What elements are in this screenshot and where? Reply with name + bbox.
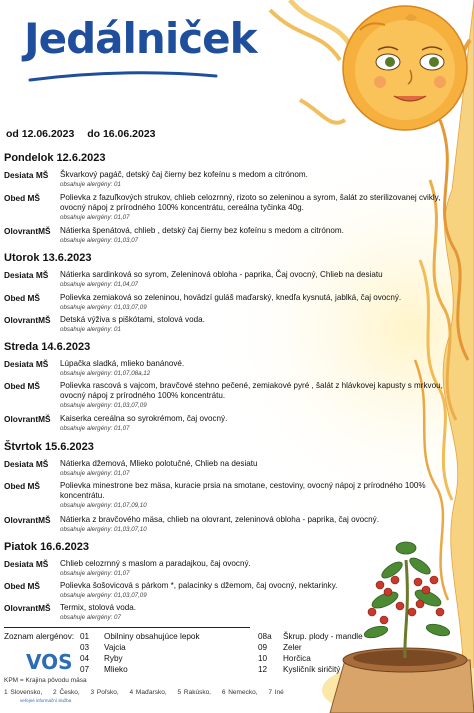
allergen-code: 01 xyxy=(80,632,90,641)
allergen-name: Obilniny obsahujúce lepok xyxy=(104,632,200,641)
meal-description: Polievka zemiaková so zeleninou, hovädzí guláš maďarský, knedľa kysnutá, jablká, čaj ovocný. xyxy=(60,293,402,302)
meal-label: Obed MŠ xyxy=(4,193,40,203)
meal-description: Nátierka džemová, Mlieko polotučné, Chlieb na desiatu xyxy=(60,459,258,468)
meal-label: OlovrantMŠ xyxy=(4,515,51,525)
kpm-country: 7 Iné xyxy=(268,689,284,696)
meal-allergens: obsahuje alergény: 01,07 xyxy=(60,214,130,221)
kpm-country: 1 Slovensko, xyxy=(4,689,43,696)
meal-description: Lúpačka sladká, mlieko banánové. xyxy=(60,359,185,368)
meal-label: Desiata MŠ xyxy=(4,559,49,569)
legend-title: Zoznam alergénov: xyxy=(4,632,75,641)
meal-allergens: obsahuje alergény: 01,03,07,10 xyxy=(60,526,147,533)
allergen-name: Škrup. plody - mandle xyxy=(283,632,363,641)
meal-label: Desiata MŠ xyxy=(4,270,49,280)
meal-description: Polievka rascová s vajcom, bravčové stehno pečené, zemiakové pyré , šalát z hlávkovej kapusty s mrkvou, ovocný nápoj z prírodného 100% koncentrátu. xyxy=(60,381,443,400)
allergen-name: Kysličník siričitý xyxy=(283,665,341,674)
meal-description: Polievka minestrone bez mäsa, kuracie prsia na smotane, cestoviny, ovocný nápoj z prírodného 100% koncentrátu. xyxy=(60,481,426,500)
allergen-name: Horčica xyxy=(283,654,311,663)
meal-label: Desiata MŠ xyxy=(4,359,49,369)
date-to: do 16.06.2023 xyxy=(87,128,156,140)
allergen-code: 04 xyxy=(80,654,90,663)
day-title: Utorok 13.6.2023 xyxy=(4,252,92,264)
meal-label: Obed MŠ xyxy=(4,381,40,391)
allergen-name: Mlieko xyxy=(104,665,128,674)
day-title: Pondelok 12.6.2023 xyxy=(4,152,106,164)
allergen-code: 10 xyxy=(258,654,268,663)
vos-logo-subtitle: veřejné informační služba xyxy=(20,698,72,703)
meal-description: Polievka z fazuľkových strukov, chlieb celozrnný, rizoto so zeleninou a syrom, šalát zo sterilizovanej cvikly, ovocný nápoj z prírodného 100% koncentrátu, cereálna tyčinka 40g. xyxy=(60,193,441,212)
meal-allergens: obsahuje alergény: 01,03,07,09 xyxy=(60,592,147,599)
kpm-country: 4 Maďarsko, xyxy=(129,689,167,696)
meal-allergens: obsahuje alergény: 01,03,07,09 xyxy=(60,304,147,311)
meal-allergens: obsahuje alergény: 01,07 xyxy=(60,470,130,477)
meal-allergens: obsahuje alergény: 01,07 xyxy=(60,570,130,577)
kpm-country: 3 Poľsko, xyxy=(90,689,119,696)
meal-allergens: obsahuje alergény: 01,03,07,09 xyxy=(60,402,147,409)
meal-allergens: obsahuje alergény: 01 xyxy=(60,326,121,333)
meal-allergens: obsahuje alergény: 01,03,07 xyxy=(60,237,139,244)
menu-title: Jedálniček xyxy=(24,14,257,63)
meal-label: Obed MŠ xyxy=(4,481,40,491)
date-from: od 12.06.2023 xyxy=(6,128,75,140)
meal-description: Kaiserka cereálna so syrokrémom, čaj ovocný. xyxy=(60,414,228,423)
allergen-name: Vajcia xyxy=(104,643,126,652)
meal-allergens: obsahuje alergény: 01,07,09,10 xyxy=(60,502,147,509)
meal-description: Nátierka sardinková so syrom, Zeleninová obloha - paprika, Čaj ovocný, Chlieb na desiatu xyxy=(60,270,383,279)
meal-description: Polievka šošovicová s párkom *, palacinky s džemom, čaj ovocný, nektarinky. xyxy=(60,581,338,590)
vos-logo: VOS xyxy=(26,650,73,674)
allergen-code: 12 xyxy=(258,665,268,674)
meal-label: OlovrantMŠ xyxy=(4,226,51,236)
day-title: Piatok 16.6.2023 xyxy=(4,541,90,553)
meal-allergens: obsahuje alergény: 01 xyxy=(60,181,121,188)
allergen-name: Ryby xyxy=(104,654,123,663)
legend-divider xyxy=(4,627,250,628)
meal-description: Nátierka z bravčového mäsa, chlieb na olovrant, zeleninová obloha - paprika, čaj ovocný. xyxy=(60,515,379,524)
meal-allergens: obsahuje alergény: 01,04,07 xyxy=(60,281,139,288)
meal-label: Desiata MŠ xyxy=(4,459,49,469)
kpm-country: 5 Rakúsko, xyxy=(177,689,211,696)
allergen-name: Zeler xyxy=(283,643,302,652)
day-title: Streda 14.6.2023 xyxy=(4,341,91,353)
meal-label: OlovrantMŠ xyxy=(4,414,51,424)
meal-label: OlovrantMŠ xyxy=(4,315,51,325)
kpm-country-list xyxy=(4,689,292,696)
menu-period xyxy=(6,128,166,140)
meal-description: Škvarkový pagáč, detský čaj čierny bez kofeínu s medom a citrónom. xyxy=(60,170,308,179)
kpm-note: KPM = Krajina pôvodu mäsa xyxy=(4,677,87,684)
kpm-country: 2 Česko, xyxy=(53,689,80,696)
meal-label: Obed MŠ xyxy=(4,293,40,303)
meal-description: Termix, stolová voda. xyxy=(60,603,137,612)
day-title: Štvrtok 15.6.2023 xyxy=(4,441,94,453)
title-underline-swoosh xyxy=(28,70,218,84)
kpm-country: 6 Nemecko, xyxy=(221,689,258,696)
allergen-code: 03 xyxy=(80,643,90,652)
allergen-code: 07 xyxy=(80,665,90,674)
meal-label: Obed MŠ xyxy=(4,581,40,591)
allergen-code: 09 xyxy=(258,643,268,652)
meal-description: Detská výživa s piškótami, stolová voda. xyxy=(60,315,205,324)
sun-face xyxy=(343,6,467,130)
meal-allergens: obsahuje alergény: 01,07 xyxy=(60,425,130,432)
meal-allergens: obsahuje alergény: 01,07,08a,12 xyxy=(60,370,151,377)
meal-allergens: obsahuje alergény: 07 xyxy=(60,614,121,621)
meal-label: OlovrantMŠ xyxy=(4,603,51,613)
meal-description: Nátierka špenátová, chlieb , detský čaj čierny bez kofeínu s medom a citrónom. xyxy=(60,226,344,235)
meal-label: Desiata MŠ xyxy=(4,170,49,180)
meal-description: Chlieb celozrnný s maslom a paradajkou, čaj ovocný. xyxy=(60,559,251,568)
allergen-code: 08a xyxy=(258,632,272,641)
